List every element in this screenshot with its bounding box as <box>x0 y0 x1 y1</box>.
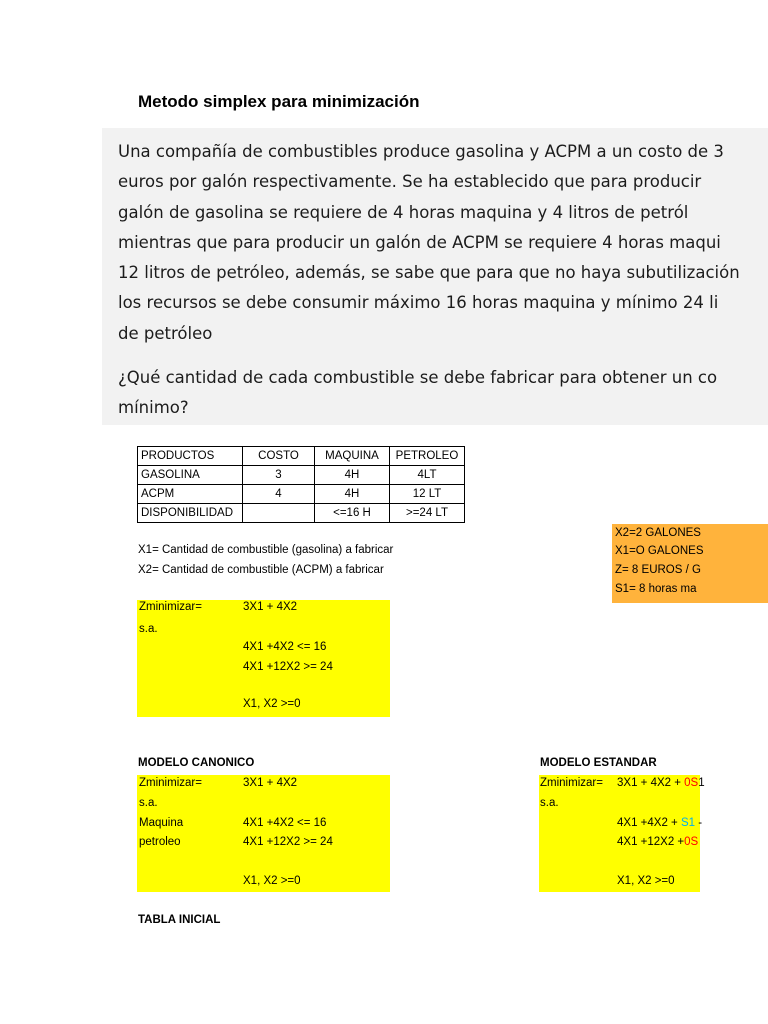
table-cell: <=16 H <box>315 504 390 523</box>
result-line: Z= 8 EUROS / G <box>615 564 701 576</box>
nonnegativity: X1, X2 >=0 <box>243 698 301 710</box>
constraint-label-maquina: Maquina <box>139 817 184 829</box>
constraint-2: 4X1 +12X2 >= 24 <box>243 661 333 673</box>
result-box <box>612 524 768 603</box>
problem-line: de petróleo <box>118 324 213 343</box>
problem-statement-image <box>102 128 768 425</box>
question-line: mínimo? <box>118 398 189 417</box>
subject-to-label: s.a. <box>540 797 559 809</box>
table-cell: 4H <box>315 466 390 485</box>
document-title: Metodo simplex para minimización <box>138 92 420 111</box>
objective-expression <box>617 777 705 789</box>
table-header-cell: MAQUINA <box>315 447 390 466</box>
constraint-1: 4X1 +4X2 <= 16 <box>243 641 327 653</box>
table-cell: 4H <box>315 485 390 504</box>
table-cell: DISPONIBILIDAD <box>138 504 243 523</box>
canonico-box <box>137 775 390 892</box>
result-line: X1=O GALONES <box>615 545 704 557</box>
table-cell: 4 <box>243 485 315 504</box>
objective-expression: 3X1 + 4X2 <box>243 777 298 789</box>
table-header-cell: PRODUCTOS <box>138 447 243 466</box>
constraint-label-petroleo: petroleo <box>139 836 181 848</box>
constraint-1-base: 4X1 +4X2 + <box>617 817 681 829</box>
objective-expression-base: 3X1 + 4X2 + <box>617 777 685 789</box>
constraint-2: 4X1 +12X2 >= 24 <box>243 836 333 848</box>
table-row <box>138 485 465 504</box>
problem-line: galón de gasolina se requiere de 4 horas maquina y 4 litros de petról <box>118 203 689 222</box>
table-cell: GASOLINA <box>138 466 243 485</box>
result-line: X2=2 GALONES <box>615 527 701 539</box>
constraint-2-slack: 0S <box>684 836 699 848</box>
problem-line: euros por galón respectivamente. Se ha establecido que para producir <box>118 172 702 191</box>
products-table <box>137 446 465 523</box>
objective-cut: 1 <box>698 777 705 789</box>
table-cell: 3 <box>243 466 315 485</box>
tabla-inicial-heading: TABLA INICIAL <box>138 914 221 926</box>
table-row <box>138 466 465 485</box>
variable-x1-definition: X1= Cantidad de combustible (gasolina) a fabricar <box>138 544 394 556</box>
problem-line: 12 litros de petróleo, además, se sabe que para que no haya subutilización <box>118 263 740 282</box>
constraint-1: 4X1 +4X2 <= 16 <box>243 817 327 829</box>
table-header-cell: PETROLEO <box>390 447 465 466</box>
problem-line: mientras que para producir un galón de ACPM se requiere 4 horas maqui <box>118 233 721 252</box>
estandar-box <box>539 775 705 892</box>
objective-label: Zminimizar= <box>139 601 202 613</box>
constraint-1-cut: - <box>695 817 703 829</box>
nonnegativity: X1, X2 >=0 <box>243 875 301 887</box>
objective-label: Zminimizar= <box>540 777 603 789</box>
constraint-1 <box>617 817 702 829</box>
variable-x2-definition: X2= Cantidad de combustible (ACPM) a fabricar <box>138 564 384 576</box>
table-row <box>138 504 465 523</box>
estandar-heading: MODELO ESTANDAR <box>540 757 657 769</box>
objective-expression: 3X1 + 4X2 <box>243 601 298 613</box>
table-header-row <box>138 447 465 466</box>
question-line: ¿Qué cantidad de cada combustible se debe fabricar para obtener un co <box>118 368 718 387</box>
canonico-heading: MODELO CANONICO <box>138 757 255 769</box>
table-cell <box>243 504 315 523</box>
table-header-cell: COSTO <box>243 447 315 466</box>
nonnegativity: X1, X2 >=0 <box>617 875 675 887</box>
model-box <box>137 600 390 717</box>
result-line: S1= 8 horas ma <box>615 583 697 595</box>
constraint-2 <box>617 836 698 848</box>
subject-to-label: s.a. <box>139 797 158 809</box>
problem-line: los recursos se debe consumir máximo 16 horas maquina y mínimo 24 li <box>118 293 719 312</box>
constraint-1-slack: S1 <box>680 817 696 829</box>
table-cell: >=24 LT <box>390 504 465 523</box>
objective-slack-term: 0S <box>684 777 699 789</box>
objective-label: Zminimizar= <box>139 777 202 789</box>
table-cell: 4LT <box>390 466 465 485</box>
constraint-2-base: 4X1 +12X2 + <box>617 836 685 848</box>
subject-to-label: s.a. <box>139 623 158 635</box>
table-cell: ACPM <box>138 485 243 504</box>
problem-line: Una compañía de combustibles produce gasolina y ACPM a un costo de 3 <box>118 142 724 161</box>
table-cell: 12 LT <box>390 485 465 504</box>
